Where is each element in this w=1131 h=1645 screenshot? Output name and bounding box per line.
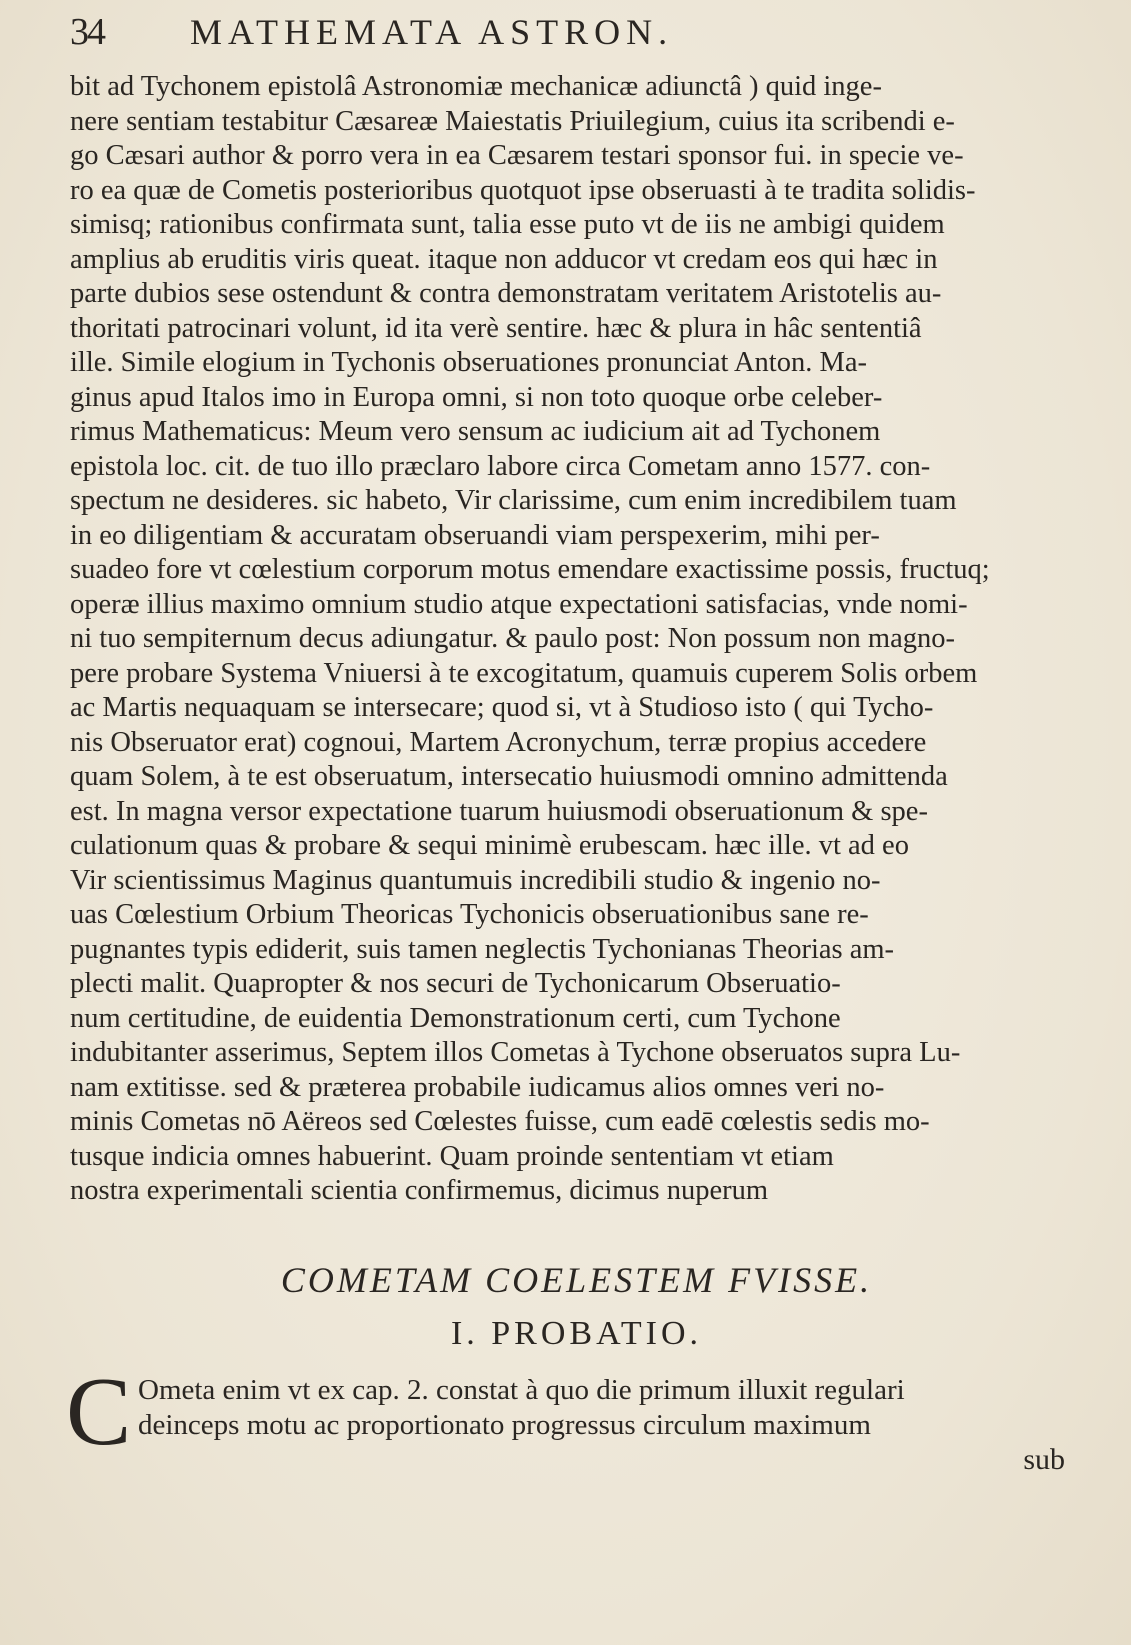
text-line: ni tuo sempiternum decus adiungatur. & paulo post: Non possum non magno- [70,623,955,654]
text-line: epistola loc. cit. de tuo illo præclaro labore circa Cometam anno 1577. con- [70,450,931,482]
text-line: indubitanter asserimus, Septem illos Cometas à Tychone obseruatos supra Lu- [70,1037,961,1068]
text-line: amplius ab eruditis viris queat. itaque non adducor vt credam eos qui hæc in [70,243,938,275]
text-line: est. In magna versor expectatione tuarum huiusmodi obseruationum & spe- [70,795,928,827]
text-line: go Cæsari author & porro vera in ea Cæsarem testari sponsor fui. in specie ve- [70,140,964,171]
text-line: ginus apud Italos imo in Europa omni, si non toto quoque orbe celeber- [70,381,883,413]
text-line: num certitudine, de euidentia Demonstrationum certi, cum Tychone [70,1002,841,1034]
text-line: minis Cometas nō Aëreos sed Cœlestes fuisse, cum eadē cœlestis sedis mo- [70,1106,930,1137]
text-line: ac Martis nequaquam se intersecare; quod si, vt à Studioso isto ( qui Tycho- [70,692,934,723]
text-line: suadeo fore vt cœlestium corporum motus emendare exactissime possis, fructuq; [70,554,990,585]
text-line: nere sentiam testabitur Cæsareæ Maiestatis Priuilegium, cuius ita scribendi e- [70,105,955,137]
text-line: nam extitisse. sed & præterea probabile iudicamus alios omnes veri no- [70,1071,885,1103]
drop-cap: C [66,1357,132,1466]
text-line: bit ad Tychonem epistolâ Astronomiæ mechanicæ adiunctâ ) quid inge- [70,71,882,102]
body-text [70,70,1083,1209]
running-head: MATHEMATA ASTRON. [190,12,674,52]
text-line: spectum ne desideres. sic habeto, Vir clarissime, cum enim incredibilem tuam [70,485,957,516]
text-line: tusque indicia omnes habuerint. Quam proinde sententiam vt etiam [70,1140,834,1172]
text-line: uas Cœlestium Orbium Theoricas Tychonicis obseruationibus sane re- [70,899,869,930]
page-number: 34 [70,11,104,53]
page-header [70,10,1083,70]
text-line: Vir scientissimus Maginus quantumuis incredibili studio & ingenio no- [70,864,881,896]
probatio-line: Ometa enim vt ex cap. 2. constat à quo die primum illuxit regulari [138,1373,905,1406]
text-line: simisq; rationibus confirmata sunt, talia esse puto vt de iis ne ambigi quidem [70,209,945,240]
text-line: operæ illius maximo omnium studio atque expectationi satisfacias, vnde nomi- [70,588,968,620]
text-line: plecti malit. Quapropter & nos securi de Tychonicarum Obseruatio- [70,968,841,999]
section-title: COMETAM COELESTEM FVISSE. [280,1259,873,1300]
probatio-heading: I. PROBATIO. [450,1314,703,1352]
text-line: pere probare Systema Vniuersi à te excogitatum, quamuis cuperem Solis orbem [70,657,978,689]
catchword: sub [1023,1442,1065,1476]
probatio-line: deinceps motu ac proportionato progressus circulum maximum [138,1408,871,1441]
text-line: nostra experimentali scientia confirmemus, dicimus nuperum [70,1175,769,1206]
text-line: rimus Mathematicus: Meum vero sensum ac iudicium ait ad Tychonem [70,416,881,447]
text-line: quam Solem, à te est obseruatum, intersecatio huiusmodi omnino admittenda [70,761,948,792]
text-line: in eo diligentiam & accuratam obseruandi viam perspexerim, mihi per- [70,519,880,551]
text-line: pugnantes typis ediderit, suis tamen neglectis Tychonianas Theorias am- [70,933,895,965]
text-line: thoritati patrocinari volunt, id ita verè sentire. hæc & plura in hâc sententiâ [70,312,922,344]
text-line: ro ea quæ de Cometis posterioribus quotquot ipse obseruasti à te tradita solidis- [70,174,976,206]
text-line: culationum quas & probare & sequi minimè erubescam. hæc ille. vt ad eo [70,830,909,861]
text-line: ille. Simile elogium in Tychonis obseruationes pronunciat Anton. Ma- [70,347,867,378]
text-line: nis Obseruator erat) cognoui, Martem Acronychum, terræ propius accedere [70,726,927,758]
text-line: parte dubios sese ostendunt & contra demonstratam veritatem Aristotelis au- [70,278,942,309]
